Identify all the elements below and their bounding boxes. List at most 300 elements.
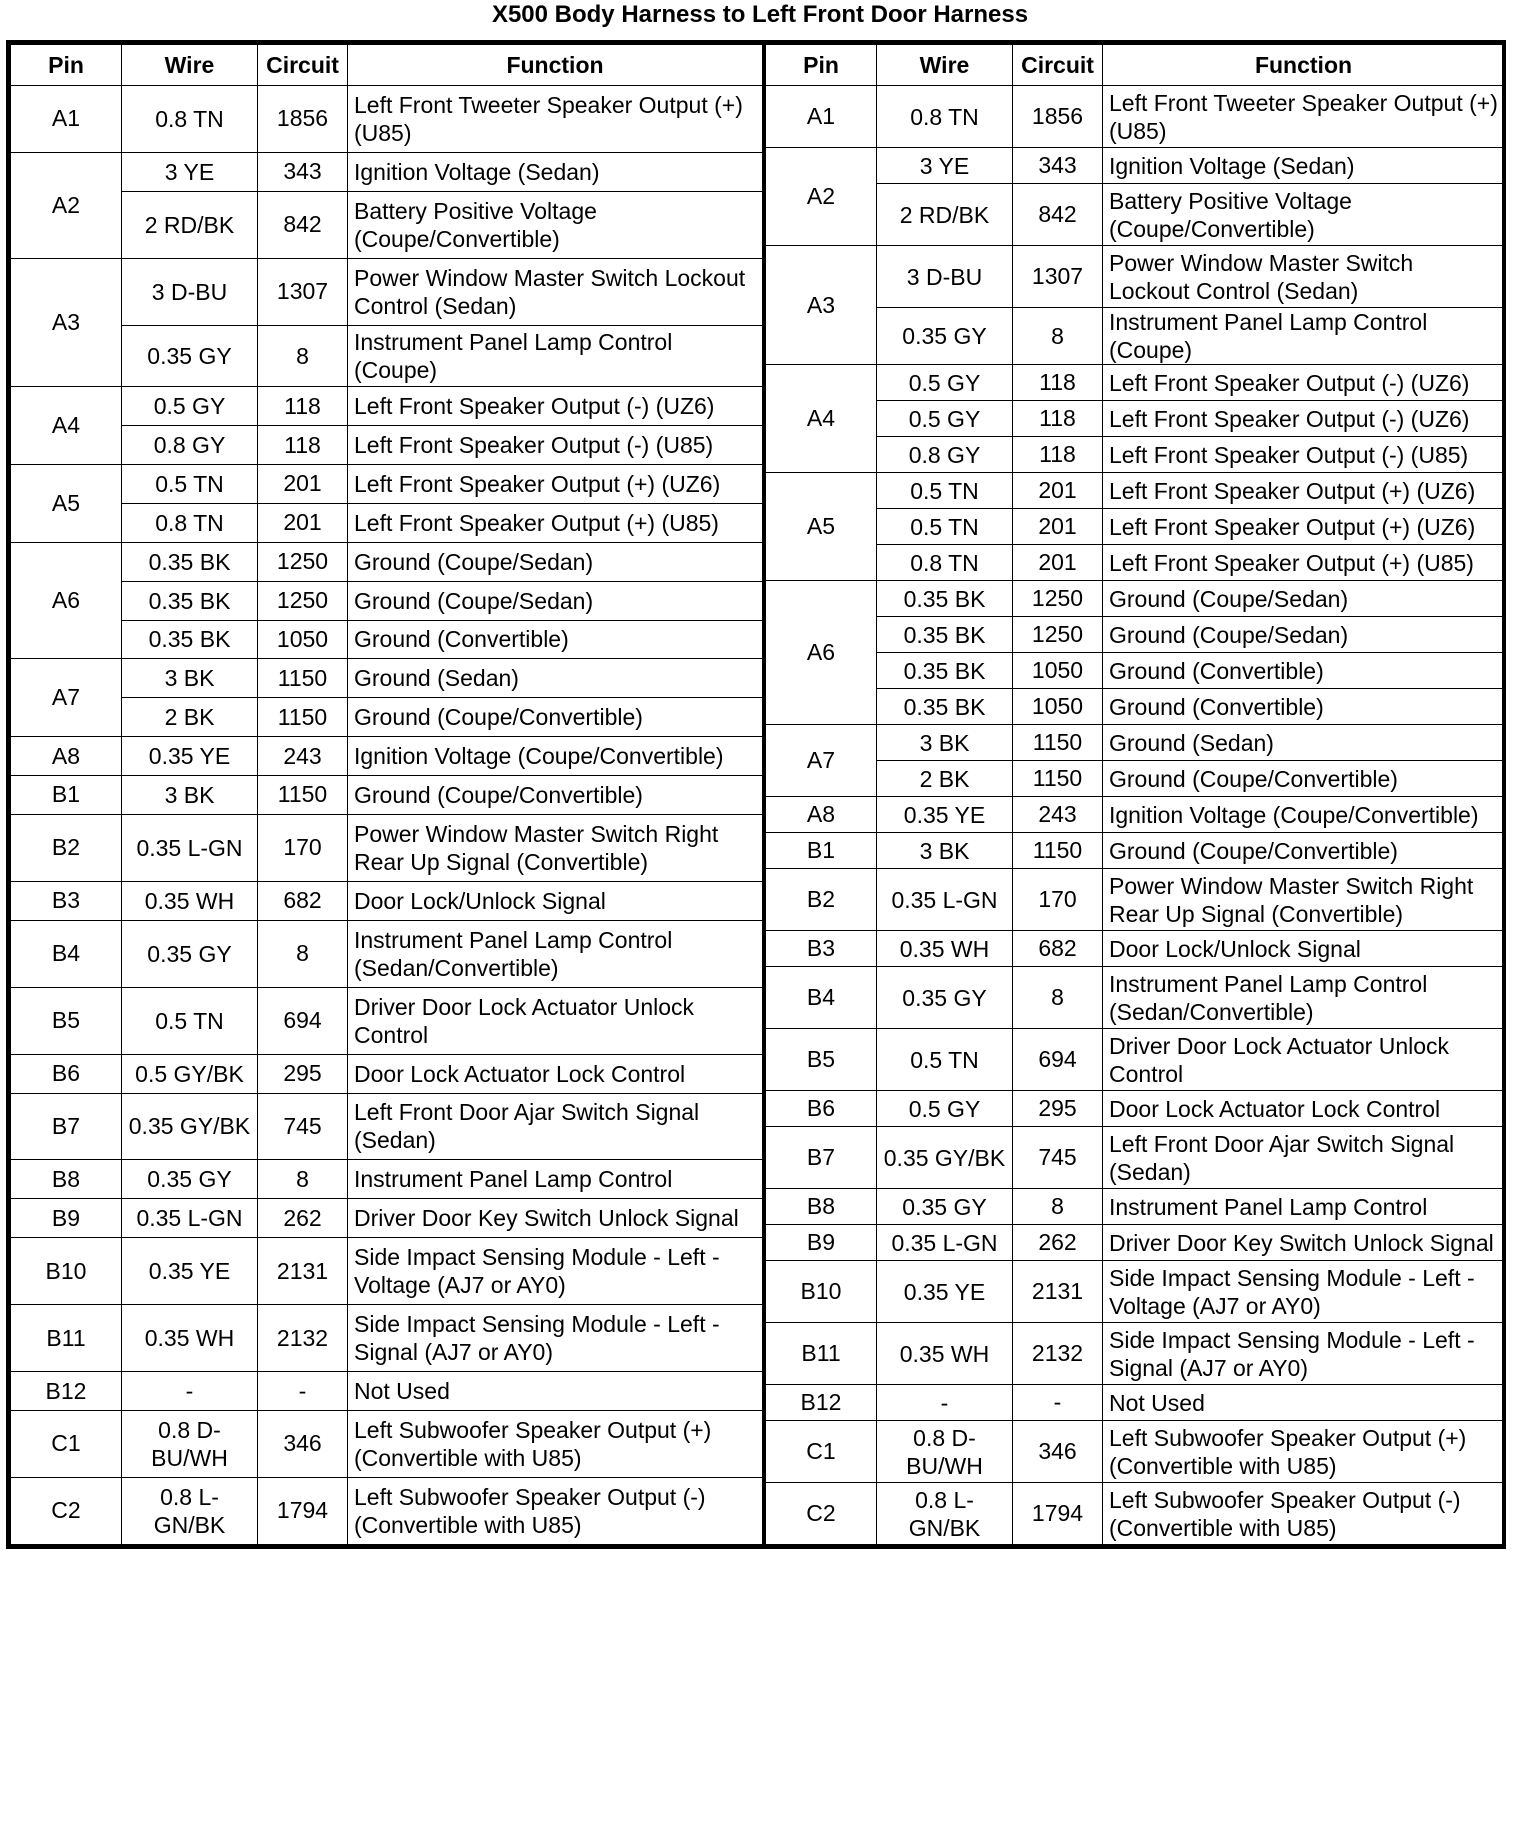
table-row: [11, 86, 764, 153]
function-cell: Left Front Door Ajar Switch Signal (Sedan): [1103, 1127, 1505, 1189]
circuit-cell: 745: [1013, 1127, 1103, 1189]
wire-cell: 0.35 L-GN: [122, 1199, 258, 1238]
circuit-cell: 2132: [258, 1305, 348, 1372]
pin-cell: B8: [11, 1160, 122, 1199]
table-row: [766, 1385, 1505, 1421]
circuit-cell: 1150: [258, 776, 348, 815]
table-row: [766, 1323, 1505, 1385]
function-cell: Instrument Panel Lamp Control: [348, 1160, 764, 1199]
pin-cell: A6: [766, 581, 877, 725]
table-row: [11, 814, 764, 881]
pin-cell: A6: [11, 542, 122, 659]
function-cell: Driver Door Key Switch Unlock Signal: [348, 1199, 764, 1238]
circuit-cell: 343: [1013, 148, 1103, 184]
circuit-cell: 1150: [1013, 725, 1103, 761]
circuit-cell: 1250: [1013, 581, 1103, 617]
function-cell: Door Lock/Unlock Signal: [1103, 931, 1505, 967]
pin-cell: A5: [766, 473, 877, 581]
table-row: [766, 833, 1505, 869]
function-cell: Power Window Master Switch Right Rear Up Signal (Convertible): [1103, 869, 1505, 931]
pin-cell: A8: [11, 737, 122, 776]
wire-cell: -: [877, 1385, 1013, 1421]
pin-cell: A1: [11, 86, 122, 153]
table-row: [766, 86, 1505, 148]
circuit-cell: 682: [1013, 931, 1103, 967]
wire-cell: 0.35 GY: [877, 1189, 1013, 1225]
circuit-cell: 842: [258, 191, 348, 258]
pin-cell: B10: [766, 1261, 877, 1323]
function-cell: Side Impact Sensing Module - Left - Signal (AJ7 or AY0): [1103, 1323, 1505, 1385]
pin-cell: B5: [11, 987, 122, 1054]
wire-cell: 0.8 GY: [122, 426, 258, 465]
function-cell: Driver Door Lock Actuator Unlock Control: [1103, 1029, 1505, 1091]
wire-cell: 0.35 BK: [877, 653, 1013, 689]
function-cell: Side Impact Sensing Module - Left - Voltage (AJ7 or AY0): [348, 1238, 764, 1305]
circuit-cell: -: [258, 1372, 348, 1411]
function-cell: Battery Positive Voltage (Coupe/Convertible): [348, 191, 764, 258]
table-row: [766, 365, 1505, 401]
wire-cell: 0.8 GY: [877, 437, 1013, 473]
function-cell: Battery Positive Voltage (Coupe/Convertible): [1103, 184, 1505, 246]
circuit-cell: 346: [258, 1411, 348, 1478]
table-row: [766, 473, 1505, 509]
function-cell: Ground (Coupe/Convertible): [1103, 761, 1505, 797]
pin-cell: B9: [766, 1225, 877, 1261]
wire-cell: 0.8 TN: [122, 86, 258, 153]
pin-cell: B5: [766, 1029, 877, 1091]
wire-cell: 0.5 TN: [122, 987, 258, 1054]
pin-cell: C2: [766, 1483, 877, 1545]
table-row: [11, 503, 764, 542]
function-cell: Left Front Door Ajar Switch Signal (Sedan): [348, 1093, 764, 1160]
page-title: X500 Body Harness to Left Front Door Harness: [491, 1, 1029, 28]
pin-cell: A4: [766, 365, 877, 473]
function-cell: Ground (Coupe/Convertible): [348, 776, 764, 815]
table-row: [11, 987, 764, 1054]
circuit-cell: 118: [258, 387, 348, 426]
pin-cell: B1: [766, 833, 877, 869]
circuit-cell: 295: [258, 1054, 348, 1093]
function-cell: Left Front Speaker Output (-) (U85): [1103, 437, 1505, 473]
circuit-cell: 8: [258, 1160, 348, 1199]
circuit-cell: 1856: [1013, 86, 1103, 148]
pin-cell: A7: [766, 725, 877, 797]
pin-cell: A3: [766, 246, 877, 365]
pin-cell: B2: [766, 869, 877, 931]
table-row: [11, 152, 764, 191]
wire-cell: 0.35 BK: [122, 620, 258, 659]
header-row: [766, 45, 1505, 86]
table-row: [766, 581, 1505, 617]
table-row: [11, 737, 764, 776]
wire-cell: 0.35 GY/BK: [877, 1127, 1013, 1189]
table-row: [766, 931, 1505, 967]
wire-cell: 0.35 WH: [877, 1323, 1013, 1385]
function-cell: Ground (Sedan): [1103, 725, 1505, 761]
circuit-cell: 118: [1013, 365, 1103, 401]
table-row: [11, 1411, 764, 1478]
table-row: [11, 659, 764, 698]
function-cell: Ignition Voltage (Coupe/Convertible): [1103, 797, 1505, 833]
function-cell: Left Front Speaker Output (+) (UZ6): [1103, 473, 1505, 509]
header-wire: Wire: [122, 45, 258, 86]
function-cell: Left Front Tweeter Speaker Output (+) (U85): [348, 86, 764, 153]
wire-cell: 0.5 GY: [877, 365, 1013, 401]
circuit-cell: 1307: [1013, 246, 1103, 308]
wire-cell: 2 RD/BK: [877, 184, 1013, 246]
circuit-cell: 682: [258, 881, 348, 920]
function-cell: Ground (Coupe/Convertible): [1103, 833, 1505, 869]
function-cell: Door Lock Actuator Lock Control: [1103, 1091, 1505, 1127]
circuit-cell: 1794: [258, 1477, 348, 1544]
wire-cell: 0.5 TN: [877, 1029, 1013, 1091]
circuit-cell: 170: [258, 814, 348, 881]
circuit-cell: 1150: [258, 659, 348, 698]
circuit-cell: 1150: [1013, 833, 1103, 869]
circuit-cell: 8: [1013, 967, 1103, 1029]
function-cell: Ground (Coupe/Sedan): [348, 542, 764, 581]
function-cell: Left Front Speaker Output (-) (UZ6): [348, 387, 764, 426]
circuit-cell: 1250: [258, 581, 348, 620]
circuit-cell: 201: [1013, 473, 1103, 509]
table-row: [766, 1091, 1505, 1127]
table-row: [11, 881, 764, 920]
table-row: [11, 325, 764, 387]
table-row: [766, 1127, 1505, 1189]
pin-cell: B9: [11, 1199, 122, 1238]
table-row: [766, 1189, 1505, 1225]
function-cell: Ground (Convertible): [1103, 689, 1505, 725]
wire-cell: 0.5 TN: [122, 465, 258, 504]
function-cell: Side Impact Sensing Module - Left - Voltage (AJ7 or AY0): [1103, 1261, 1505, 1323]
pin-cell: A5: [11, 465, 122, 543]
function-cell: Not Used: [348, 1372, 764, 1411]
right-pin-table: [765, 44, 1505, 1545]
wire-cell: 0.35 GY: [122, 920, 258, 987]
wire-cell: 0.35 WH: [122, 1305, 258, 1372]
table-row: [766, 1029, 1505, 1091]
circuit-cell: 201: [258, 465, 348, 504]
circuit-cell: 2131: [258, 1238, 348, 1305]
wire-cell: 0.35 BK: [877, 689, 1013, 725]
function-cell: Left Subwoofer Speaker Output (-) (Convertible with U85): [348, 1477, 764, 1544]
function-cell: Driver Door Lock Actuator Unlock Control: [348, 987, 764, 1054]
table-row: [11, 387, 764, 426]
wire-cell: 3 BK: [122, 659, 258, 698]
circuit-cell: 262: [258, 1199, 348, 1238]
circuit-cell: 2132: [1013, 1323, 1103, 1385]
circuit-cell: 170: [1013, 869, 1103, 931]
table-row: [11, 698, 764, 737]
function-cell: Power Window Master Switch Right Rear Up Signal (Convertible): [348, 814, 764, 881]
pin-cell: B12: [766, 1385, 877, 1421]
function-cell: Left Front Speaker Output (-) (UZ6): [1103, 365, 1505, 401]
table-row: [766, 797, 1505, 833]
wire-cell: 0.8 TN: [877, 86, 1013, 148]
header-function: Function: [1103, 45, 1505, 86]
function-cell: Instrument Panel Lamp Control (Coupe): [348, 325, 764, 387]
pin-cell: B11: [766, 1323, 877, 1385]
wire-cell: 0.5 GY: [877, 401, 1013, 437]
table-row: [766, 617, 1505, 653]
wire-cell: 0.35 GY: [122, 325, 258, 387]
function-cell: Side Impact Sensing Module - Left - Signal (AJ7 or AY0): [348, 1305, 764, 1372]
pin-cell: A8: [766, 797, 877, 833]
pin-cell: B11: [11, 1305, 122, 1372]
table-row: [766, 437, 1505, 473]
circuit-cell: 1150: [1013, 761, 1103, 797]
table-row: [766, 148, 1505, 184]
left-pin-table: [10, 44, 765, 1545]
pin-cell: B3: [11, 881, 122, 920]
function-cell: Ground (Coupe/Sedan): [1103, 617, 1505, 653]
pin-cell: B1: [11, 776, 122, 815]
circuit-cell: 694: [1013, 1029, 1103, 1091]
wire-cell: 0.35 WH: [877, 931, 1013, 967]
table-row: [766, 869, 1505, 931]
circuit-cell: 1250: [258, 542, 348, 581]
pin-cell: B6: [11, 1054, 122, 1093]
circuit-cell: 842: [1013, 184, 1103, 246]
wire-cell: 0.8 TN: [122, 503, 258, 542]
function-cell: Ground (Sedan): [348, 659, 764, 698]
wire-cell: 0.35 BK: [122, 542, 258, 581]
wire-cell: 0.35 L-GN: [877, 1225, 1013, 1261]
table-row: [11, 920, 764, 987]
header-circuit: Circuit: [1013, 45, 1103, 86]
wire-cell: 0.8 D-BU/WH: [122, 1411, 258, 1478]
wire-cell: 0.5 GY: [122, 387, 258, 426]
table-row: [766, 1225, 1505, 1261]
pin-cell: C1: [766, 1421, 877, 1483]
circuit-cell: 1794: [1013, 1483, 1103, 1545]
circuit-cell: 118: [258, 426, 348, 465]
table-row: [766, 1261, 1505, 1323]
pin-cell: B2: [11, 814, 122, 881]
function-cell: Left Subwoofer Speaker Output (-) (Convertible with U85): [1103, 1483, 1505, 1545]
wire-cell: 2 BK: [877, 761, 1013, 797]
function-cell: Left Front Speaker Output (+) (U85): [348, 503, 764, 542]
table-row: [766, 246, 1505, 308]
circuit-cell: 2131: [1013, 1261, 1103, 1323]
pin-cell: A2: [11, 152, 122, 258]
pin-cell: B12: [11, 1372, 122, 1411]
function-cell: Left Front Speaker Output (+) (UZ6): [1103, 509, 1505, 545]
circuit-cell: 118: [1013, 401, 1103, 437]
circuit-cell: 1050: [1013, 689, 1103, 725]
table-row: [766, 401, 1505, 437]
header-pin: Pin: [766, 45, 877, 86]
circuit-cell: 8: [258, 920, 348, 987]
pin-cell: B4: [766, 967, 877, 1029]
pin-cell: A3: [11, 258, 122, 387]
wire-cell: 3 BK: [877, 833, 1013, 869]
circuit-cell: 201: [258, 503, 348, 542]
wire-cell: 0.5 GY: [877, 1091, 1013, 1127]
circuit-cell: 8: [1013, 1189, 1103, 1225]
header-function: Function: [348, 45, 764, 86]
table-row: [766, 509, 1505, 545]
circuit-cell: 1150: [258, 698, 348, 737]
table-row: [766, 653, 1505, 689]
function-cell: Ground (Coupe/Sedan): [1103, 581, 1505, 617]
table-row: [11, 191, 764, 258]
wire-cell: 0.8 D-BU/WH: [877, 1421, 1013, 1483]
circuit-cell: 201: [1013, 545, 1103, 581]
wire-cell: 0.35 BK: [877, 581, 1013, 617]
wire-cell: 3 YE: [122, 152, 258, 191]
pin-cell: B7: [11, 1093, 122, 1160]
wire-cell: 0.35 BK: [122, 581, 258, 620]
harness-tables: [6, 40, 1506, 1549]
table-row: [11, 1477, 764, 1544]
table-row: [766, 184, 1505, 246]
wire-cell: 0.35 GY: [122, 1160, 258, 1199]
table-row: [11, 1238, 764, 1305]
wire-cell: 0.35 L-GN: [877, 869, 1013, 931]
function-cell: Instrument Panel Lamp Control (Sedan/Convertible): [348, 920, 764, 987]
wire-cell: 2 BK: [122, 698, 258, 737]
wire-cell: 0.5 GY/BK: [122, 1054, 258, 1093]
table-row: [11, 1199, 764, 1238]
left-table-body: [11, 86, 764, 1545]
table-row: [766, 761, 1505, 797]
pin-cell: B3: [766, 931, 877, 967]
pin-cell: A4: [11, 387, 122, 465]
circuit-cell: 346: [1013, 1421, 1103, 1483]
circuit-cell: 8: [1013, 308, 1103, 365]
table-row: [11, 1305, 764, 1372]
pin-cell: C2: [11, 1477, 122, 1544]
function-cell: Instrument Panel Lamp Control (Sedan/Convertible): [1103, 967, 1505, 1029]
function-cell: Left Subwoofer Speaker Output (+) (Convertible with U85): [348, 1411, 764, 1478]
wire-cell: 3 D-BU: [122, 258, 258, 325]
function-cell: Ignition Voltage (Coupe/Convertible): [348, 737, 764, 776]
header-circuit: Circuit: [258, 45, 348, 86]
wire-cell: 0.35 GY: [877, 308, 1013, 365]
table-row: [766, 967, 1505, 1029]
table-row: [766, 725, 1505, 761]
circuit-cell: 1307: [258, 258, 348, 325]
wire-cell: 3 YE: [877, 148, 1013, 184]
circuit-cell: 295: [1013, 1091, 1103, 1127]
table-row: [766, 1421, 1505, 1483]
function-cell: Left Front Speaker Output (+) (U85): [1103, 545, 1505, 581]
circuit-cell: -: [1013, 1385, 1103, 1421]
pin-cell: B7: [766, 1127, 877, 1189]
circuit-cell: 1250: [1013, 617, 1103, 653]
header-pin: Pin: [11, 45, 122, 86]
function-cell: Ground (Convertible): [348, 620, 764, 659]
circuit-cell: 1050: [258, 620, 348, 659]
circuit-cell: 1856: [258, 86, 348, 153]
circuit-cell: 8: [258, 325, 348, 387]
function-cell: Ground (Coupe/Convertible): [348, 698, 764, 737]
circuit-cell: 745: [258, 1093, 348, 1160]
wire-cell: 0.35 WH: [122, 881, 258, 920]
wire-cell: 3 BK: [122, 776, 258, 815]
circuit-cell: 243: [1013, 797, 1103, 833]
table-row: [11, 542, 764, 581]
wire-cell: 0.35 L-GN: [122, 814, 258, 881]
function-cell: Left Front Speaker Output (-) (U85): [348, 426, 764, 465]
header-wire: Wire: [877, 45, 1013, 86]
wire-cell: 0.35 BK: [877, 617, 1013, 653]
table-row: [766, 308, 1505, 365]
function-cell: Driver Door Key Switch Unlock Signal: [1103, 1225, 1505, 1261]
function-cell: Power Window Master Switch Lockout Control (Sedan): [1103, 246, 1505, 308]
wire-cell: 3 BK: [877, 725, 1013, 761]
function-cell: Ignition Voltage (Sedan): [348, 152, 764, 191]
wire-cell: 0.35 GY: [877, 967, 1013, 1029]
circuit-cell: 243: [258, 737, 348, 776]
circuit-cell: 201: [1013, 509, 1103, 545]
pin-cell: A1: [766, 86, 877, 148]
circuit-cell: 118: [1013, 437, 1103, 473]
wire-cell: 3 D-BU: [877, 246, 1013, 308]
right-table-body: [766, 86, 1505, 1545]
wire-cell: 0.35 YE: [122, 737, 258, 776]
wire-cell: 0.8 L-GN/BK: [877, 1483, 1013, 1545]
function-cell: Left Subwoofer Speaker Output (+) (Convertible with U85): [1103, 1421, 1505, 1483]
wire-cell: 0.5 TN: [877, 509, 1013, 545]
wire-cell: 0.35 YE: [877, 1261, 1013, 1323]
table-row: [11, 1372, 764, 1411]
header-row: [11, 45, 764, 86]
circuit-cell: 694: [258, 987, 348, 1054]
table-row: [766, 545, 1505, 581]
table-row: [11, 620, 764, 659]
table-row: [11, 581, 764, 620]
circuit-cell: 262: [1013, 1225, 1103, 1261]
function-cell: Left Front Tweeter Speaker Output (+) (U85): [1103, 86, 1505, 148]
table-row: [11, 776, 764, 815]
table-row: [11, 258, 764, 325]
pin-cell: B10: [11, 1238, 122, 1305]
wire-cell: 0.35 GY/BK: [122, 1093, 258, 1160]
function-cell: Ignition Voltage (Sedan): [1103, 148, 1505, 184]
wire-cell: 0.35 YE: [122, 1238, 258, 1305]
table-row: [11, 465, 764, 504]
wire-cell: 0.8 TN: [877, 545, 1013, 581]
pin-cell: A2: [766, 148, 877, 246]
table-row: [766, 689, 1505, 725]
wire-cell: 0.35 YE: [877, 797, 1013, 833]
wire-cell: 0.5 TN: [877, 473, 1013, 509]
wire-cell: -: [122, 1372, 258, 1411]
table-row: [11, 1054, 764, 1093]
pin-cell: C1: [11, 1411, 122, 1478]
function-cell: Door Lock/Unlock Signal: [348, 881, 764, 920]
function-cell: Left Front Speaker Output (-) (UZ6): [1103, 401, 1505, 437]
table-row: [11, 1093, 764, 1160]
function-cell: Door Lock Actuator Lock Control: [348, 1054, 764, 1093]
table-row: [766, 1483, 1505, 1545]
wire-cell: 2 RD/BK: [122, 191, 258, 258]
function-cell: Left Front Speaker Output (+) (UZ6): [348, 465, 764, 504]
pin-cell: B4: [11, 920, 122, 987]
pin-cell: A7: [11, 659, 122, 737]
table-row: [11, 1160, 764, 1199]
function-cell: Instrument Panel Lamp Control (Coupe): [1103, 308, 1505, 365]
pin-cell: B8: [766, 1189, 877, 1225]
wire-cell: 0.8 L-GN/BK: [122, 1477, 258, 1544]
circuit-cell: 343: [258, 152, 348, 191]
pin-cell: B6: [766, 1091, 877, 1127]
function-cell: Ground (Coupe/Sedan): [348, 581, 764, 620]
function-cell: Not Used: [1103, 1385, 1505, 1421]
function-cell: Instrument Panel Lamp Control: [1103, 1189, 1505, 1225]
